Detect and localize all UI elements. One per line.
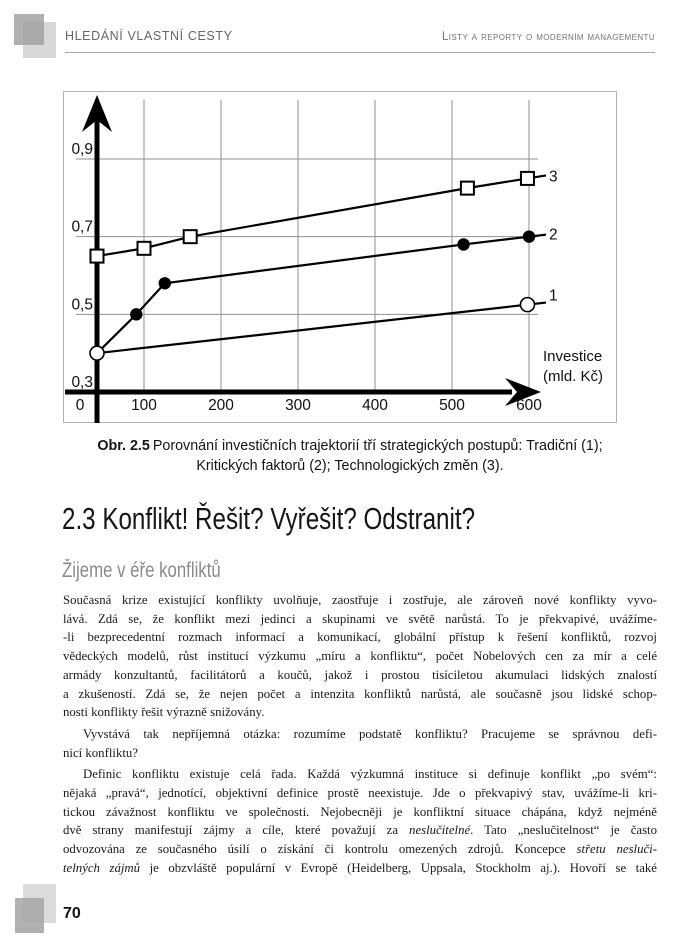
text-line: -li bezprecedentní rozmach informací a komunikací, globální přístup k řešení konfliktů, rozvoj bbox=[63, 630, 657, 645]
text-line: odvozována ze současného úsilí o získání či kontrolu omezených zdrojů. Koncepce střetu nesluči- bbox=[63, 842, 658, 857]
text-line: lává. Zdá se, že konflikt mezi jedinci a skupinami ve světě narůstá. To je překvapivé, uvážíme- bbox=[63, 611, 657, 626]
marker-dot bbox=[457, 238, 469, 250]
series-label-3: 3 bbox=[549, 168, 558, 186]
x-tick-label: 500 bbox=[439, 397, 465, 414]
marker-square bbox=[138, 242, 151, 255]
paragraph bbox=[63, 591, 657, 722]
y-tick-label: 0,3 bbox=[71, 374, 93, 391]
marker-square bbox=[91, 250, 104, 263]
figure-caption bbox=[53, 437, 647, 476]
text-line: telných zájmů je obzvláště populární v Evropě (Heidelberg, Uppsala, Stockholm aj.). Hovoří se také bbox=[63, 860, 657, 875]
section-heading: 2.3 Konflikt! Řešit? Vyřešit? Odstranit? bbox=[62, 501, 476, 536]
text-line: Definic konfliktu existuje celá řada. Každá výzkumná instituce si definuje konflikt „po svém“: bbox=[83, 767, 657, 782]
y-tick-label: 0,5 bbox=[71, 296, 93, 314]
x-axis-title: Investice bbox=[543, 348, 603, 365]
footer-decor-square-dark bbox=[15, 898, 44, 933]
y-tick-label: 0,9 bbox=[71, 141, 93, 158]
text-line: Současná krize existující konflikty uvolňuje, zaostřuje i zostřuje, ale zároveň nové konflikty vyvo- bbox=[63, 593, 657, 607]
text-line: armády konzultantů, facilitátorů a koučů, jakož i prostou tisíciletou akumulaci lidských znalostí bbox=[63, 667, 657, 682]
marker-dot bbox=[130, 308, 142, 320]
running-head-left: HLEDÁNÍ VLASTNÍ CESTY bbox=[65, 29, 233, 43]
text-line: Vyvstává tak nepříjemná otázka: rozumíme podstatě konfliktu? Pracujeme se správnou defi- bbox=[83, 726, 657, 741]
figure-caption-text-2: Kritických faktorů (2); Technologických změn (3). bbox=[196, 457, 504, 474]
text-line: nějaká „pravá“, jednotící, objektivní definice prostě neexistuje. Jde o překvapivý stav, uvážíme-li kri- bbox=[63, 786, 657, 801]
figure-caption-text-1: Porovnání investičních trajektorií tří strategických postupů: Tradiční (1); bbox=[152, 438, 603, 454]
series-line-3 bbox=[97, 175, 546, 256]
x-tick-label: 400 bbox=[362, 397, 388, 414]
text-line: dvě strany manifestují zájmy a cíle, které považují za neslučitelné. Tato „neslučitelnost“ je často bbox=[63, 823, 657, 838]
running-head-right: Listy a reporty o moderním managementu bbox=[442, 31, 655, 43]
marker-square bbox=[521, 172, 534, 185]
header-rule bbox=[65, 52, 655, 53]
series-label-2: 2 bbox=[549, 226, 558, 244]
marker-square bbox=[184, 230, 197, 243]
figure-caption-label: Obr. 2.5 bbox=[97, 438, 150, 454]
marker-dot bbox=[159, 277, 171, 289]
paragraph bbox=[63, 765, 657, 877]
marker-dot bbox=[523, 230, 535, 242]
x-tick-label: 100 bbox=[131, 397, 157, 414]
series-line-1 bbox=[97, 303, 546, 354]
marker-square bbox=[461, 182, 474, 195]
marker-circle bbox=[520, 298, 534, 312]
y-tick-label: 0,7 bbox=[71, 218, 93, 236]
header-decor-square-dark bbox=[14, 14, 44, 45]
x-tick-label: 0 bbox=[75, 397, 85, 414]
x-tick-label: 600 bbox=[516, 397, 542, 414]
text-line: nicí konfliktu? bbox=[63, 745, 138, 760]
text-line: vědeckých modelů, růst institucí výzkumu „míru a konfliktu“, počet Nobelových cen za mír a celé bbox=[63, 649, 657, 664]
text-line: nosti konflikty řešit výrazně snižovány. bbox=[63, 705, 265, 720]
chart-frame bbox=[64, 92, 617, 423]
text-line: tickou závažnost konfliktu ve společnosti. Nejobecněji je konfliktní situace chápána, když nejméně bbox=[63, 804, 657, 819]
paragraph bbox=[63, 725, 657, 762]
x-tick-label: 200 bbox=[208, 397, 234, 414]
series-label-1: 1 bbox=[549, 287, 558, 305]
x-axis-title: (mld. Kč) bbox=[543, 368, 603, 385]
x-tick-label: 300 bbox=[285, 397, 311, 414]
series-line-2 bbox=[97, 235, 546, 354]
sub-heading: Žijeme v éře konfliktů bbox=[62, 559, 221, 582]
figure-2-5 bbox=[63, 91, 617, 423]
article-body bbox=[63, 591, 657, 878]
marker-circle bbox=[90, 346, 104, 360]
investment-trajectories-chart bbox=[63, 91, 617, 423]
text-line: a zkušeností. Zdá se, že nejen počet a intenzita konfliktů narůstá, ale současně jsou lidské schop- bbox=[63, 686, 657, 701]
page-number: 70 bbox=[63, 905, 81, 922]
